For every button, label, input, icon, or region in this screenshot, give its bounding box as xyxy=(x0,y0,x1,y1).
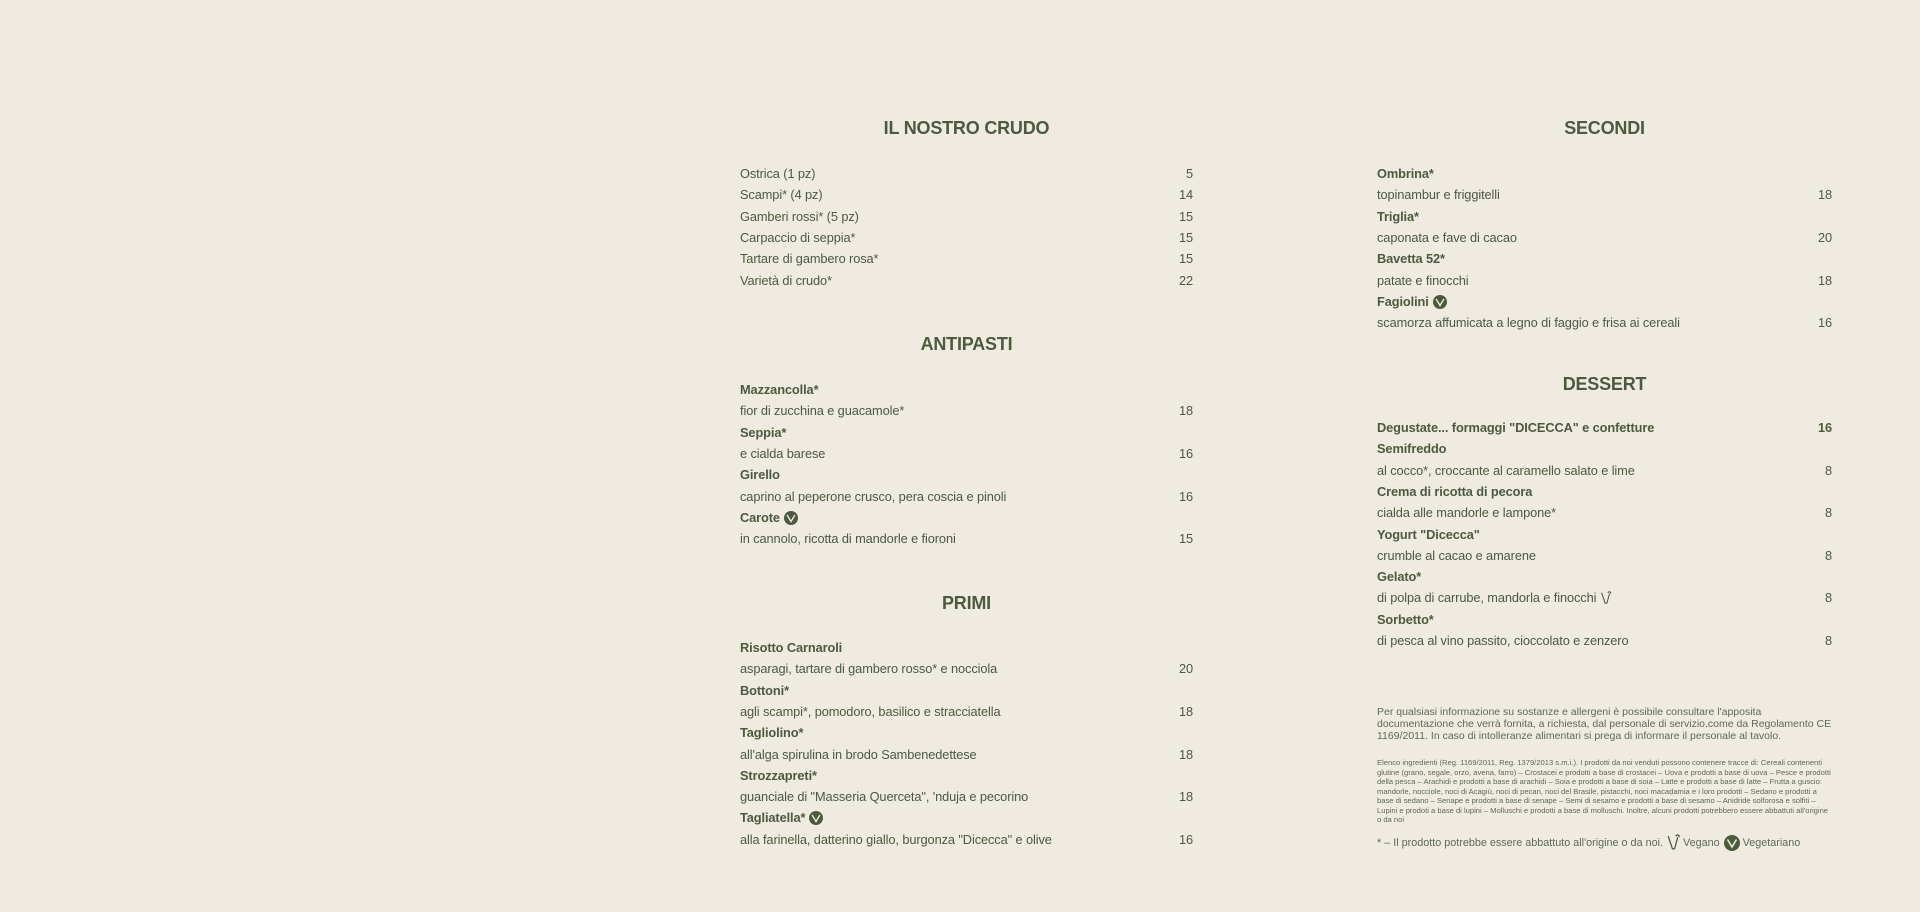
price: 18 xyxy=(1817,187,1832,203)
dish-description xyxy=(740,249,878,269)
secondi-item-desc xyxy=(1377,313,1832,333)
dish-description xyxy=(740,529,956,549)
price: 8 xyxy=(1824,462,1832,478)
text: Tagliolino* xyxy=(740,725,804,741)
text: di pesca al vino passito, cioccolato e zenzero xyxy=(1377,633,1629,648)
dish-name xyxy=(740,681,789,701)
antipasti-item-desc xyxy=(740,487,1193,507)
text: all'alga spirulina in brodo Sambenedettese xyxy=(740,746,977,762)
text: Seppia* xyxy=(740,424,787,440)
dish-description xyxy=(740,830,1052,850)
text: crumble al cacao e amarene xyxy=(1377,547,1536,563)
price: 15 xyxy=(1178,208,1193,224)
primi-item-name xyxy=(740,681,1193,701)
secondi-item-name xyxy=(1377,292,1832,312)
dessert-item-name xyxy=(1377,439,1832,459)
secondi-title: SECONDI xyxy=(1564,118,1645,138)
dessert-item-desc xyxy=(1377,588,1832,608)
text: scamorza affumicata a legno di faggio e frisa ai cereali xyxy=(1377,315,1680,331)
price: 22 xyxy=(1178,272,1193,288)
antipasti-item-desc xyxy=(740,444,1193,464)
primi-item-desc xyxy=(740,702,1193,722)
price: 18 xyxy=(1178,403,1193,419)
text: Risotto Carnaroli xyxy=(740,640,843,655)
text: Strozzapreti* xyxy=(740,767,817,783)
dish-description xyxy=(740,444,825,464)
text: Gamberi rossi* (5 pz) xyxy=(740,208,859,224)
antipasti-item-name xyxy=(740,380,1193,400)
dessert-item-name xyxy=(1377,525,1832,545)
dish-name xyxy=(1377,482,1532,502)
text: agli scampi*, pomodoro, basilico e stracciatella xyxy=(740,703,1001,719)
dish-description xyxy=(1377,461,1635,481)
text: Crema di ricotta di pecora xyxy=(1377,483,1533,499)
dish-description xyxy=(740,185,823,205)
price: 16 xyxy=(1817,315,1832,331)
text: caponata e fave di cacao xyxy=(1377,229,1517,245)
text: di polpa di carrube, mandorla e finocchi xyxy=(1377,590,1597,606)
crudo-item xyxy=(740,249,1193,269)
dish-name xyxy=(1377,418,1654,438)
dish-name xyxy=(1377,164,1434,184)
dessert-item-desc xyxy=(1377,546,1832,566)
secondi-item-desc xyxy=(1377,185,1832,205)
secondi-item-name xyxy=(1377,164,1832,184)
text: Yogurt "Dicecca" xyxy=(1377,526,1480,542)
dish-name xyxy=(740,808,823,828)
primi-title: PRIMI xyxy=(941,593,991,613)
text: Scampi* (4 pz) xyxy=(740,187,823,203)
antipasti-item-desc xyxy=(740,401,1193,421)
secondi-item-desc xyxy=(1377,271,1832,291)
text: e cialda barese xyxy=(740,445,826,461)
antipasti-item-name xyxy=(740,508,1193,528)
vegetarian-label: Vegetariano xyxy=(1742,836,1801,849)
dish-description xyxy=(740,659,997,679)
primi-item-desc xyxy=(740,830,1193,850)
text: Girello xyxy=(740,467,780,483)
antipasti-title: ANTIPASTI xyxy=(920,334,1013,354)
dish-name xyxy=(740,465,780,485)
dish-description xyxy=(1377,271,1469,291)
price: 18 xyxy=(1817,272,1832,288)
text: Gelato* xyxy=(1377,569,1422,585)
ingredients-note: Elenco ingredienti (Reg. 1169/2011, Reg. 1379/2013 s.m.i.). I prodotti da noi venduti possono contenere tracce di: Cereali contenenti glutine (grano, segale, orzo, avena, farro) – Crostacei e prodotti a base di crostacei – Uova e prodotti a base di uova – Pesce e prodotti della pesca – Arachidi e prodotti a base di arachidi – Soia e prodotti a base di soia – Latte e prodotti a base di latte – Frutta a guscio: mandorle, nocciole, noci di Acagiù, noci di pecan, noci del Brasile, pistacchi, noci macadamia e i loro prodotti – Sedano e prodotti a base di sedano – Senape e prodotti a base di senape – Semi di sesamo e prodotti a base di sesamo – Anidride solforosa e solfiti – Lupini e prodoti a base di lupini – Molluschi e prodotti a base di molluschi. Inoltre, alcuni prodotti potrebbero essere abbattuti all'origine o da noi xyxy=(1377,758,1831,824)
text: Triglia* xyxy=(1377,208,1419,224)
price: 18 xyxy=(1178,703,1193,719)
price: 16 xyxy=(1178,488,1193,504)
text: al cocco*, croccante al caramello salato e lime xyxy=(1377,462,1635,478)
text: fior di zucchina e guacamole* xyxy=(740,403,905,419)
text: guanciale di "Masseria Querceta", 'nduja e pecorino xyxy=(740,789,1029,805)
primi-item-desc xyxy=(740,745,1193,765)
price: 15 xyxy=(1178,251,1193,267)
dish-description xyxy=(1377,185,1500,205)
text: Sorbetto* xyxy=(1377,611,1434,627)
dish-name xyxy=(1377,439,1446,459)
crudo-item xyxy=(740,164,1193,184)
dish-description xyxy=(740,787,1028,807)
vegetarian-icon xyxy=(1433,295,1447,309)
price: 18 xyxy=(1178,789,1193,805)
price: 8 xyxy=(1824,633,1832,648)
text: Varietà di crudo* xyxy=(740,272,832,288)
text: Bottoni* xyxy=(740,682,789,698)
price: 18 xyxy=(1178,746,1193,762)
price: 20 xyxy=(1817,229,1832,245)
dessert-item-desc xyxy=(1377,503,1832,523)
dish-description xyxy=(1377,546,1536,566)
dish-description xyxy=(740,164,815,184)
text: asparagi, tartare di gambero rosso* e nocciola xyxy=(740,661,998,677)
secondi-item-name xyxy=(1377,249,1832,269)
dish-name xyxy=(740,423,786,443)
dessert-item-name xyxy=(1377,567,1832,587)
dessert-first xyxy=(1377,418,1832,438)
antipasti-item-name xyxy=(740,465,1193,485)
text: Carpaccio di seppia* xyxy=(740,229,856,245)
dish-description xyxy=(740,487,1006,507)
vegetarian-icon xyxy=(784,511,798,525)
dish-description xyxy=(1377,313,1680,333)
dish-name xyxy=(740,638,842,658)
price: 8 xyxy=(1824,505,1832,521)
dessert-title: DESSERT xyxy=(1562,374,1647,394)
legend xyxy=(1377,834,1832,851)
text: in cannolo, ricotta di mandorle e fioroni xyxy=(740,531,956,547)
price: 8 xyxy=(1824,547,1832,563)
dish-name xyxy=(1377,249,1445,269)
price: 14 xyxy=(1178,187,1193,203)
dish-description xyxy=(740,401,904,421)
text: topinambur e friggitelli xyxy=(1377,187,1500,203)
crudo-item xyxy=(740,271,1193,291)
primi-item-desc xyxy=(740,659,1193,679)
primi-item-name xyxy=(740,808,1193,828)
text: Degustate... formaggi "DICECCA" e confetture xyxy=(1377,420,1655,435)
vegan-icon xyxy=(1667,834,1680,851)
dish-name xyxy=(740,723,803,743)
allergen-note: Per qualsiasi informazione su sostanze e allergeni è possibile consultare l'apposita documentazione che verrà fornita, a richiesta, dal personale di servizio.come da Regolamento CE 1169/2011. In caso di intolleranze alimentari si prega di informare il personale al tavolo. xyxy=(1377,706,1832,742)
price: 5 xyxy=(1185,166,1193,181)
dish-name xyxy=(1377,567,1421,587)
primi-item-name xyxy=(740,766,1193,786)
dish-name xyxy=(1377,292,1447,312)
price: 16 xyxy=(1178,445,1193,461)
dessert-item-name xyxy=(1377,482,1832,502)
price: 20 xyxy=(1178,661,1193,677)
dish-name xyxy=(740,380,818,400)
dish-description xyxy=(1377,631,1628,651)
vegan-label: Vegano xyxy=(1682,836,1720,849)
text: Semifreddo xyxy=(1377,441,1447,457)
antipasti-item-name xyxy=(740,423,1193,443)
text: Tagliatella* xyxy=(740,810,806,826)
text: Mazzancolla* xyxy=(740,382,819,397)
text: caprino al peperone crusco, pera coscia e pinoli xyxy=(740,488,1007,504)
dish-description xyxy=(740,271,832,291)
text: Bavetta 52* xyxy=(1377,251,1445,267)
price: 16 xyxy=(1817,420,1832,435)
dish-name xyxy=(1377,525,1480,545)
legend-note: * – Il prodotto potrebbe essere abbattuto all'origine o da noi. xyxy=(1377,836,1663,849)
crudo-item xyxy=(740,228,1193,248)
price: 16 xyxy=(1178,831,1193,847)
secondi-item-name xyxy=(1377,207,1832,227)
dish-description xyxy=(740,702,1001,722)
dessert-item-desc xyxy=(1377,631,1832,651)
text: Ombrina* xyxy=(1377,166,1434,181)
dish-name xyxy=(1377,207,1419,227)
text: Fagiolini xyxy=(1377,293,1429,309)
dish-name xyxy=(740,766,817,786)
secondi-item-desc xyxy=(1377,228,1832,248)
crudo-item xyxy=(740,207,1193,227)
text: alla farinella, datterino giallo, burgonza "Dicecca" e olive xyxy=(740,831,1052,847)
crudo-item xyxy=(740,185,1193,205)
primi-item-desc xyxy=(740,787,1193,807)
dish-name xyxy=(740,508,798,528)
dessert-item-desc xyxy=(1377,461,1832,481)
text: Ostrica (1 pz) xyxy=(740,166,816,181)
crudo-title: IL NOSTRO CRUDO xyxy=(883,118,1050,138)
dish-description xyxy=(1377,588,1612,608)
dish-description xyxy=(1377,228,1517,248)
price: 8 xyxy=(1824,590,1832,606)
dessert-item-name xyxy=(1377,610,1832,630)
price: 15 xyxy=(1178,531,1193,547)
text: Tartare di gambero rosa* xyxy=(740,251,879,267)
dish-description xyxy=(740,207,859,227)
dish-description xyxy=(1377,503,1556,523)
dish-description xyxy=(740,745,977,765)
primi-item-name xyxy=(740,723,1193,743)
dish-description xyxy=(740,228,855,248)
vegetarian-icon xyxy=(1724,835,1740,851)
text: cialda alle mandorle e lampone* xyxy=(1377,505,1557,521)
vegan-icon xyxy=(1600,591,1612,605)
primi-item-name xyxy=(740,638,1193,658)
antipasti-item-desc xyxy=(740,529,1193,549)
price: 15 xyxy=(1178,229,1193,245)
vegetarian-icon xyxy=(809,811,823,825)
dish-name xyxy=(1377,610,1434,630)
text: Carote xyxy=(740,509,780,525)
text: patate e finocchi xyxy=(1377,272,1469,288)
